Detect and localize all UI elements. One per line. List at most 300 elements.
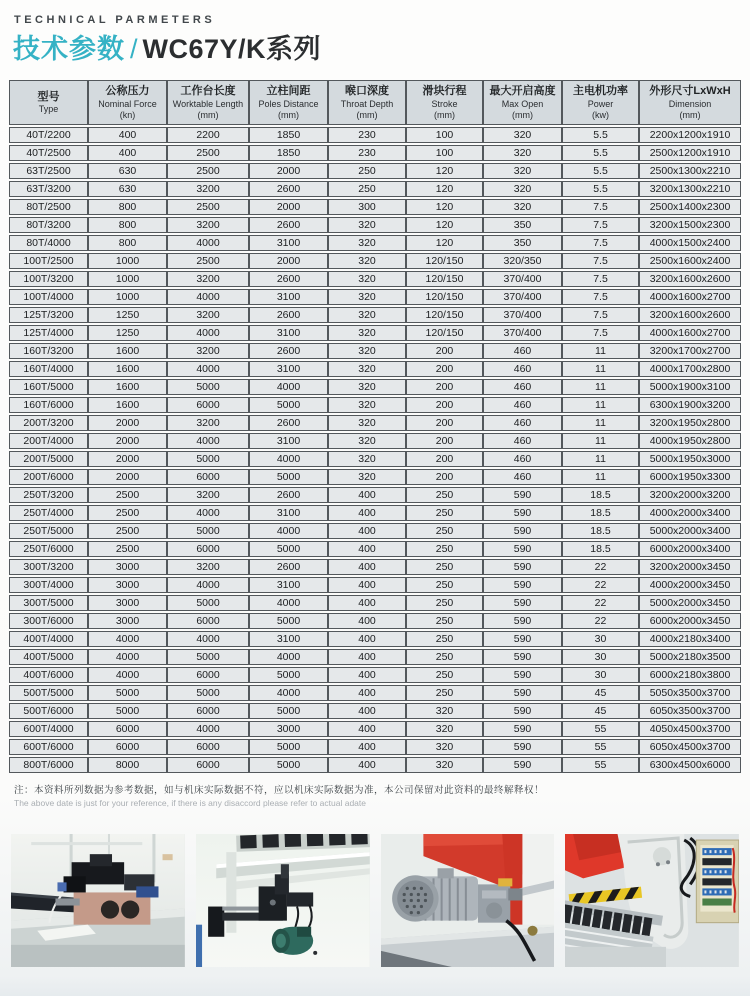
column-header: 公称压力 Nominal Force (kn) bbox=[88, 80, 167, 124]
table-cell: 250 bbox=[328, 163, 406, 179]
table-cell: 30 bbox=[562, 631, 639, 647]
table-cell: 3100 bbox=[249, 577, 328, 593]
table-cell: 500T/5000 bbox=[9, 685, 88, 701]
table-cell: 2500x1400x2300 bbox=[639, 199, 741, 215]
table-cell: 5.5 bbox=[562, 181, 639, 197]
table-cell: 11 bbox=[562, 451, 639, 467]
table-cell: 4000 bbox=[167, 235, 249, 251]
table-cell: 200 bbox=[406, 397, 483, 413]
table-cell: 6000x2000x3400 bbox=[639, 541, 741, 557]
table-cell: 400 bbox=[328, 505, 406, 521]
table-cell: 590 bbox=[483, 559, 562, 575]
table-cell: 2500x1300x2210 bbox=[639, 163, 741, 179]
table-cell: 320 bbox=[328, 379, 406, 395]
table-cell: 300T/3200 bbox=[9, 559, 88, 575]
table-cell: 5000x1950x3000 bbox=[639, 451, 741, 467]
table-cell: 4000 bbox=[167, 325, 249, 341]
table-cell: 6050x3500x3700 bbox=[639, 703, 741, 719]
page-title-model: WC67Y/K系列 bbox=[142, 34, 322, 64]
table-cell: 3200 bbox=[167, 487, 249, 503]
table-cell: 400 bbox=[328, 757, 406, 773]
table-row bbox=[9, 415, 741, 431]
table-cell: 6300x1900x3200 bbox=[639, 397, 741, 413]
table-row bbox=[9, 217, 741, 233]
table-cell: 6000 bbox=[88, 721, 167, 737]
table-cell: 590 bbox=[483, 631, 562, 647]
table-cell: 4000x1600x2700 bbox=[639, 325, 741, 341]
table-cell: 300T/6000 bbox=[9, 613, 88, 629]
table-cell: 800T/6000 bbox=[9, 757, 88, 773]
table-cell: 2600 bbox=[249, 271, 328, 287]
table-cell: 590 bbox=[483, 739, 562, 755]
table-cell: 4000 bbox=[167, 361, 249, 377]
table-cell: 100T/2500 bbox=[9, 253, 88, 269]
table-cell: 3100 bbox=[249, 631, 328, 647]
table-cell: 230 bbox=[328, 145, 406, 161]
table-cell: 4000x2000x3400 bbox=[639, 505, 741, 521]
table-cell: 630 bbox=[88, 181, 167, 197]
table-cell: 400T/4000 bbox=[9, 631, 88, 647]
table-cell: 1600 bbox=[88, 343, 167, 359]
table-cell: 2600 bbox=[249, 181, 328, 197]
table-cell: 250 bbox=[406, 649, 483, 665]
table-cell: 80T/4000 bbox=[9, 235, 88, 251]
table-cell: 125T/3200 bbox=[9, 307, 88, 323]
table-cell: 320 bbox=[483, 145, 562, 161]
table-cell: 2000 bbox=[249, 199, 328, 215]
footnote-english: The above date is just for your reference, if there is any disaccord please refer to actual adate bbox=[14, 797, 366, 808]
table-cell: 3000 bbox=[88, 577, 167, 593]
table-cell: 7.5 bbox=[562, 325, 639, 341]
table-cell: 6000x2180x3800 bbox=[639, 667, 741, 683]
table-cell: 5.5 bbox=[562, 145, 639, 161]
table-cell: 5.5 bbox=[562, 127, 639, 143]
table-cell: 120 bbox=[406, 181, 483, 197]
brass-fitting bbox=[527, 925, 537, 935]
table-cell: 3000 bbox=[249, 721, 328, 737]
table-cell: 11 bbox=[562, 361, 639, 377]
table-cell: 400T/5000 bbox=[9, 649, 88, 665]
column-header: 型号 Type bbox=[9, 80, 88, 124]
table-row bbox=[9, 433, 741, 449]
table-cell: 250 bbox=[328, 181, 406, 197]
table-cell: 400 bbox=[328, 703, 406, 719]
table-row bbox=[9, 127, 741, 143]
table-cell: 4000x1600x2700 bbox=[639, 289, 741, 305]
table-cell: 250T/6000 bbox=[9, 541, 88, 557]
table-cell: 2500 bbox=[167, 199, 249, 215]
table-cell: 120 bbox=[406, 235, 483, 251]
footnote-chinese: 注：本资料所列数据为参考数据，如与机床实际数据不符，应以机床实际数据为准，本公司保留对此资料的最终解释权！ bbox=[14, 784, 545, 796]
valve-block-illustration bbox=[11, 834, 185, 967]
table-cell: 4000 bbox=[88, 667, 167, 683]
table-cell: 160T/5000 bbox=[9, 379, 88, 395]
table-cell: 22 bbox=[562, 559, 639, 575]
table-row bbox=[9, 757, 741, 773]
table-cell: 200 bbox=[406, 379, 483, 395]
table-cell: 350 bbox=[483, 217, 562, 233]
table-cell: 320 bbox=[328, 415, 406, 431]
table-row bbox=[9, 253, 741, 269]
table-cell: 4000x1500x2400 bbox=[639, 235, 741, 251]
table-cell: 320/350 bbox=[483, 253, 562, 269]
table-cell: 1250 bbox=[88, 325, 167, 341]
table-cell: 230 bbox=[328, 127, 406, 143]
table-cell: 1000 bbox=[88, 253, 167, 269]
table-cell: 590 bbox=[483, 577, 562, 593]
table-cell: 200 bbox=[406, 415, 483, 431]
table-cell: 6000x2000x3450 bbox=[639, 613, 741, 629]
table-cell: 3200x2000x3200 bbox=[639, 487, 741, 503]
table-cell: 590 bbox=[483, 523, 562, 539]
spec-table bbox=[9, 78, 741, 774]
table-cell: 590 bbox=[483, 613, 562, 629]
electrical-cabinet bbox=[697, 840, 739, 923]
table-cell: 460 bbox=[483, 397, 562, 413]
table-cell: 1850 bbox=[249, 127, 328, 143]
table-cell: 590 bbox=[483, 541, 562, 557]
table-cell: 320 bbox=[328, 469, 406, 485]
machine-photo-motor bbox=[381, 834, 555, 967]
table-cell: 590 bbox=[483, 721, 562, 737]
table-cell: 4000x1700x2800 bbox=[639, 361, 741, 377]
column-header: 外形尺寸LxWxH Dimension (mm) bbox=[639, 80, 741, 124]
table-cell: 500T/6000 bbox=[9, 703, 88, 719]
table-cell: 160T/3200 bbox=[9, 343, 88, 359]
table-cell: 320 bbox=[328, 307, 406, 323]
table-cell: 55 bbox=[562, 757, 639, 773]
table-row bbox=[9, 631, 741, 647]
footnote bbox=[14, 782, 750, 808]
table-row bbox=[9, 613, 741, 629]
table-cell: 2600 bbox=[249, 415, 328, 431]
table-cell: 5000 bbox=[249, 703, 328, 719]
table-row bbox=[9, 235, 741, 251]
blue-edge bbox=[196, 924, 202, 966]
table-row bbox=[9, 307, 741, 323]
table-row bbox=[9, 469, 741, 485]
table-cell: 460 bbox=[483, 379, 562, 395]
table-cell: 5000 bbox=[249, 541, 328, 557]
table-cell: 6000 bbox=[167, 667, 249, 683]
table-cell: 6000 bbox=[167, 541, 249, 557]
table-cell: 18.5 bbox=[562, 523, 639, 539]
table-cell: 400 bbox=[328, 577, 406, 593]
table-cell: 3200 bbox=[167, 181, 249, 197]
table-cell: 370/400 bbox=[483, 325, 562, 341]
table-cell: 590 bbox=[483, 595, 562, 611]
table-cell: 5000 bbox=[167, 685, 249, 701]
table-cell: 400 bbox=[88, 145, 167, 161]
table-cell: 1000 bbox=[88, 271, 167, 287]
table-cell: 250 bbox=[406, 577, 483, 593]
table-cell: 460 bbox=[483, 469, 562, 485]
table-cell: 320 bbox=[328, 361, 406, 377]
table-cell: 2200 bbox=[167, 127, 249, 143]
table-cell: 320 bbox=[328, 343, 406, 359]
table-cell: 120 bbox=[406, 217, 483, 233]
table-cell: 5000 bbox=[167, 451, 249, 467]
table-cell: 18.5 bbox=[562, 505, 639, 521]
machine-photo-valve-block bbox=[11, 834, 185, 967]
table-cell: 460 bbox=[483, 433, 562, 449]
table-cell: 45 bbox=[562, 685, 639, 701]
table-cell: 11 bbox=[562, 397, 639, 413]
table-cell: 4000x2180x3400 bbox=[639, 631, 741, 647]
table-cell: 300 bbox=[328, 199, 406, 215]
table-cell: 250T/5000 bbox=[9, 523, 88, 539]
table-cell: 400 bbox=[328, 739, 406, 755]
table-cell: 2500 bbox=[167, 253, 249, 269]
motor-illustration bbox=[381, 834, 555, 967]
table-cell: 5000 bbox=[249, 469, 328, 485]
table-cell: 5000 bbox=[167, 649, 249, 665]
backgauge-illustration bbox=[196, 834, 370, 967]
table-cell: 250 bbox=[406, 631, 483, 647]
column-header: 立柱间距 Poles Distance (mm) bbox=[249, 80, 328, 124]
table-cell: 3100 bbox=[249, 235, 328, 251]
machine-photo-backgauge bbox=[196, 834, 370, 967]
table-cell: 400 bbox=[328, 667, 406, 683]
table-cell: 4000 bbox=[167, 433, 249, 449]
table-cell: 300T/4000 bbox=[9, 577, 88, 593]
table-cell: 5050x3500x3700 bbox=[639, 685, 741, 701]
table-row bbox=[9, 595, 741, 611]
table-cell: 7.5 bbox=[562, 199, 639, 215]
table-cell: 590 bbox=[483, 487, 562, 503]
eyebrow-heading: TECHNICAL PARMETERS bbox=[14, 14, 216, 26]
column-header: 主电机功率 Power (kw) bbox=[562, 80, 639, 124]
table-cell: 4000 bbox=[88, 649, 167, 665]
table-cell: 4000x2000x3450 bbox=[639, 577, 741, 593]
table-cell: 2600 bbox=[249, 487, 328, 503]
table-cell: 3100 bbox=[249, 289, 328, 305]
table-cell: 11 bbox=[562, 415, 639, 431]
table-cell: 2500 bbox=[167, 145, 249, 161]
table-cell: 4000 bbox=[249, 595, 328, 611]
table-cell: 120/150 bbox=[406, 271, 483, 287]
table-cell: 1850 bbox=[249, 145, 328, 161]
table-cell: 3200 bbox=[167, 343, 249, 359]
table-cell: 11 bbox=[562, 433, 639, 449]
table-cell: 6050x4500x3700 bbox=[639, 739, 741, 755]
table-cell: 125T/4000 bbox=[9, 325, 88, 341]
table-cell: 3200 bbox=[167, 307, 249, 323]
table-row bbox=[9, 361, 741, 377]
table-cell: 800 bbox=[88, 199, 167, 215]
table-cell: 120/150 bbox=[406, 289, 483, 305]
table-cell: 3200x1500x2300 bbox=[639, 217, 741, 233]
table-cell: 2600 bbox=[249, 217, 328, 233]
table-row bbox=[9, 289, 741, 305]
white-column bbox=[522, 834, 554, 925]
table-cell: 200T/3200 bbox=[9, 415, 88, 431]
table-cell: 55 bbox=[562, 739, 639, 755]
table-cell: 320 bbox=[406, 739, 483, 755]
table-row bbox=[9, 145, 741, 161]
table-cell: 2000 bbox=[249, 253, 328, 269]
table-cell: 400 bbox=[88, 127, 167, 143]
machine-photo-press-brake bbox=[565, 834, 739, 967]
table-cell: 5000 bbox=[88, 703, 167, 719]
table-cell: 7.5 bbox=[562, 253, 639, 269]
table-cell: 40T/2200 bbox=[9, 127, 88, 143]
table-cell: 370/400 bbox=[483, 307, 562, 323]
table-cell: 590 bbox=[483, 505, 562, 521]
table-header-row bbox=[9, 80, 741, 124]
table-cell: 2500 bbox=[88, 523, 167, 539]
table-cell: 18.5 bbox=[562, 541, 639, 557]
table-cell: 460 bbox=[483, 415, 562, 431]
column-header: 工作台长度 Worktable Length (mm) bbox=[167, 80, 249, 124]
table-cell: 320 bbox=[328, 451, 406, 467]
table-cell: 2500 bbox=[88, 541, 167, 557]
table-cell: 320 bbox=[406, 703, 483, 719]
table-cell: 120/150 bbox=[406, 325, 483, 341]
table-cell: 4000 bbox=[249, 649, 328, 665]
table-cell: 5000 bbox=[167, 595, 249, 611]
table-cell: 5000 bbox=[167, 523, 249, 539]
table-cell: 200 bbox=[406, 469, 483, 485]
table-row bbox=[9, 451, 741, 467]
table-row bbox=[9, 181, 741, 197]
table-cell: 45 bbox=[562, 703, 639, 719]
table-cell: 1600 bbox=[88, 379, 167, 395]
table-row bbox=[9, 685, 741, 701]
table-row bbox=[9, 325, 741, 341]
table-cell: 320 bbox=[328, 433, 406, 449]
table-cell: 3100 bbox=[249, 325, 328, 341]
table-cell: 1000 bbox=[88, 289, 167, 305]
table-row bbox=[9, 739, 741, 755]
table-row bbox=[9, 199, 741, 215]
table-cell: 590 bbox=[483, 703, 562, 719]
table-cell: 200 bbox=[406, 451, 483, 467]
table-cell: 1250 bbox=[88, 307, 167, 323]
table-row bbox=[9, 505, 741, 521]
table-cell: 5000 bbox=[167, 379, 249, 395]
table-cell: 250 bbox=[406, 667, 483, 683]
table-cell: 320 bbox=[406, 721, 483, 737]
table-cell: 400 bbox=[328, 721, 406, 737]
table-cell: 11 bbox=[562, 379, 639, 395]
table-cell: 600T/6000 bbox=[9, 739, 88, 755]
table-row bbox=[9, 559, 741, 575]
table-cell: 400 bbox=[328, 613, 406, 629]
table-cell: 6000 bbox=[167, 757, 249, 773]
table-row bbox=[9, 379, 741, 395]
table-cell: 6000x1950x3300 bbox=[639, 469, 741, 485]
table-cell: 3000 bbox=[88, 613, 167, 629]
table-cell: 6000 bbox=[88, 739, 167, 755]
table-cell: 3200x1600x2600 bbox=[639, 271, 741, 287]
table-cell: 3200 bbox=[167, 217, 249, 233]
table-cell: 5000x1900x3100 bbox=[639, 379, 741, 395]
table-cell: 18.5 bbox=[562, 487, 639, 503]
table-cell: 3200 bbox=[167, 559, 249, 575]
table-cell: 600T/4000 bbox=[9, 721, 88, 737]
table-cell: 320 bbox=[483, 127, 562, 143]
table-row bbox=[9, 487, 741, 503]
table-cell: 5000 bbox=[249, 613, 328, 629]
table-cell: 200T/5000 bbox=[9, 451, 88, 467]
table-cell: 320 bbox=[328, 217, 406, 233]
table-cell: 5000 bbox=[88, 685, 167, 701]
table-cell: 7.5 bbox=[562, 217, 639, 233]
table-cell: 320 bbox=[328, 325, 406, 341]
table-cell: 320 bbox=[328, 271, 406, 287]
table-cell: 3200x1700x2700 bbox=[639, 343, 741, 359]
table-cell: 7.5 bbox=[562, 289, 639, 305]
table-cell: 5000 bbox=[249, 667, 328, 683]
table-cell: 320 bbox=[328, 253, 406, 269]
table-cell: 100T/4000 bbox=[9, 289, 88, 305]
table-cell: 3100 bbox=[249, 433, 328, 449]
table-cell: 250 bbox=[406, 685, 483, 701]
table-cell: 30 bbox=[562, 667, 639, 683]
table-row bbox=[9, 271, 741, 287]
table-cell: 7.5 bbox=[562, 271, 639, 287]
table-cell: 3200x1950x2800 bbox=[639, 415, 741, 431]
table-cell: 3100 bbox=[249, 361, 328, 377]
photo-strip bbox=[11, 834, 739, 967]
table-cell: 4050x4500x3700 bbox=[639, 721, 741, 737]
column-header: 滑块行程 Stroke (mm) bbox=[406, 80, 483, 124]
table-cell: 400 bbox=[328, 685, 406, 701]
table-cell: 400 bbox=[328, 559, 406, 575]
table-cell: 100 bbox=[406, 127, 483, 143]
table-cell: 4000 bbox=[167, 505, 249, 521]
table-cell: 590 bbox=[483, 757, 562, 773]
table-cell: 4000 bbox=[88, 631, 167, 647]
table-cell: 22 bbox=[562, 595, 639, 611]
table-cell: 200T/6000 bbox=[9, 469, 88, 485]
table-cell: 320 bbox=[483, 199, 562, 215]
table-cell: 4000x1950x2800 bbox=[639, 433, 741, 449]
table-cell: 250 bbox=[406, 505, 483, 521]
table-cell: 590 bbox=[483, 685, 562, 701]
table-cell: 5000 bbox=[249, 757, 328, 773]
table-cell: 2000 bbox=[88, 451, 167, 467]
table-row bbox=[9, 721, 741, 737]
table-cell: 400 bbox=[328, 631, 406, 647]
table-cell: 200 bbox=[406, 361, 483, 377]
table-cell: 100 bbox=[406, 145, 483, 161]
table-cell: 590 bbox=[483, 667, 562, 683]
table-cell: 250 bbox=[406, 523, 483, 539]
table-cell: 250 bbox=[406, 613, 483, 629]
table-cell: 6000 bbox=[167, 397, 249, 413]
table-cell: 200 bbox=[406, 433, 483, 449]
table-cell: 1600 bbox=[88, 361, 167, 377]
table-cell: 30 bbox=[562, 649, 639, 665]
floor bbox=[565, 947, 666, 967]
table-cell: 320 bbox=[483, 163, 562, 179]
table-cell: 400 bbox=[328, 541, 406, 557]
table-cell: 3200x1300x2210 bbox=[639, 181, 741, 197]
table-cell: 250T/3200 bbox=[9, 487, 88, 503]
table-cell: 3100 bbox=[249, 505, 328, 521]
table-cell: 250 bbox=[406, 541, 483, 557]
table-cell: 3200 bbox=[167, 415, 249, 431]
table-cell: 1600 bbox=[88, 397, 167, 413]
table-cell: 250 bbox=[406, 595, 483, 611]
table-cell: 4000 bbox=[167, 721, 249, 737]
page-title-separator: / bbox=[130, 34, 138, 64]
table-cell: 320 bbox=[483, 181, 562, 197]
table-cell: 4000 bbox=[167, 631, 249, 647]
table-cell: 40T/2500 bbox=[9, 145, 88, 161]
